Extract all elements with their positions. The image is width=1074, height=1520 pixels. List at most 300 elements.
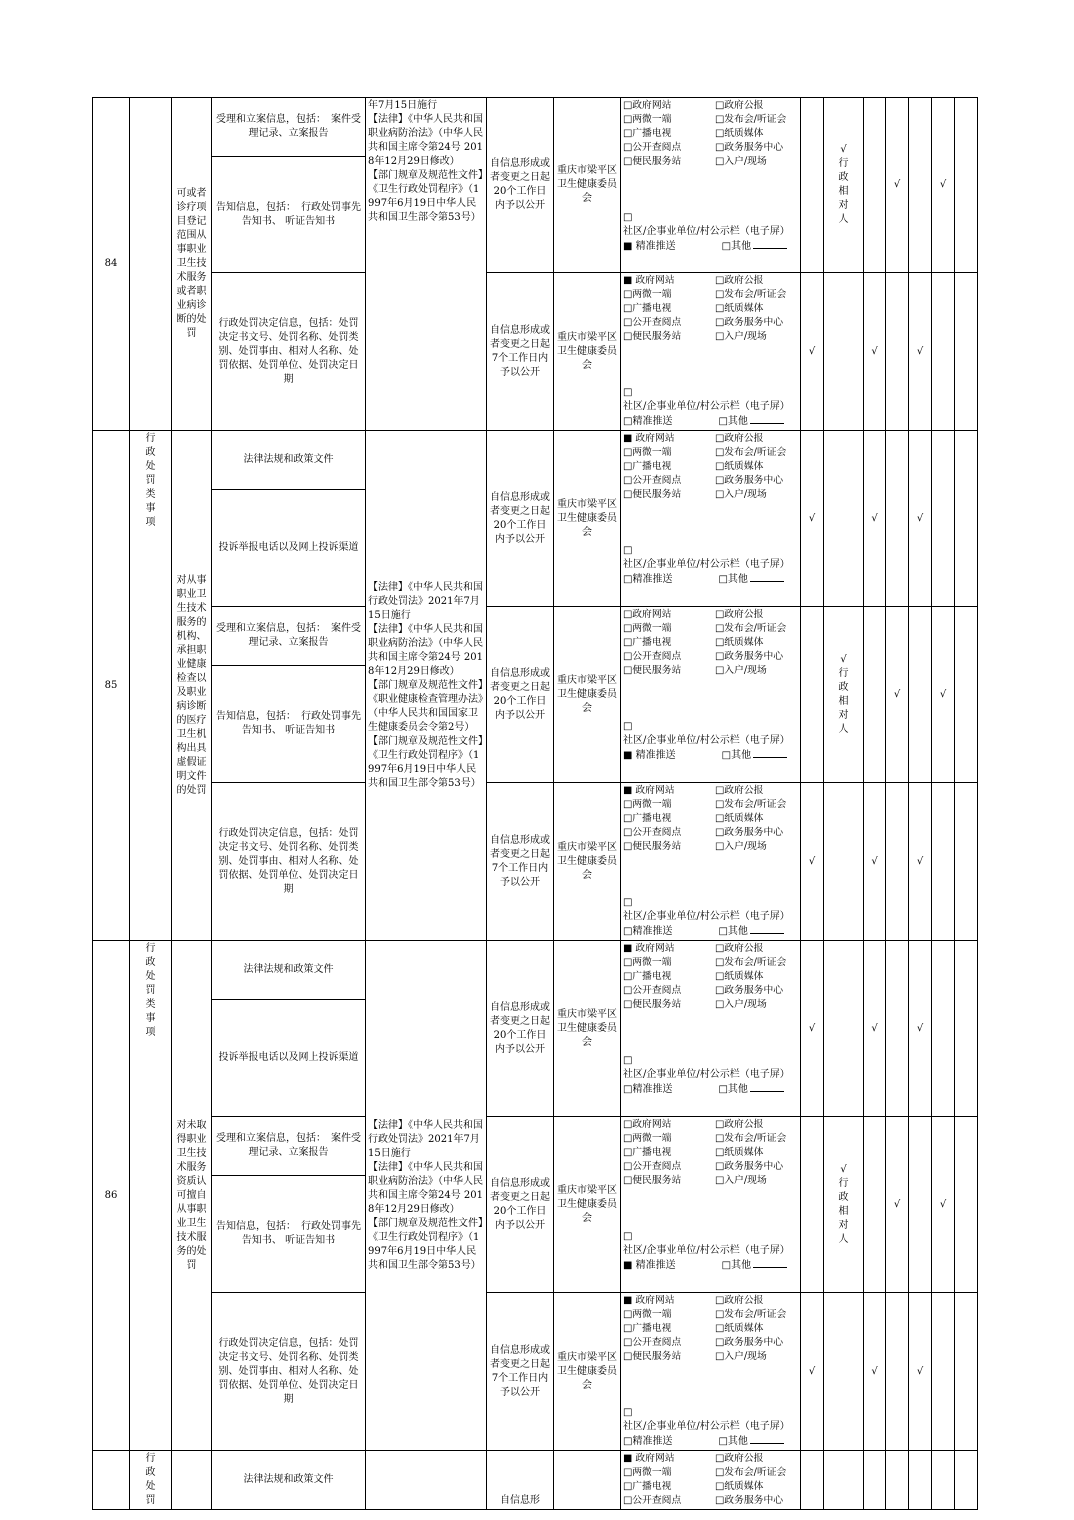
subject-vertical: 行 政 相 对 人 xyxy=(838,667,849,735)
checkbox-icon: □ xyxy=(715,971,725,982)
checkbox-icon: ■ xyxy=(623,1453,636,1464)
channel-gap xyxy=(623,854,798,896)
check-col-6 xyxy=(932,273,955,431)
channel-label: 公开查阅点 xyxy=(632,651,682,662)
channel-option xyxy=(623,1480,715,1494)
channel-option xyxy=(623,636,715,650)
item-number xyxy=(93,1451,130,1510)
checkbox-icon: □ xyxy=(715,475,725,486)
checkbox-icon: □ xyxy=(623,489,633,500)
checkbox-icon: □ xyxy=(623,957,633,968)
channel-label: 两微一端 xyxy=(632,957,672,968)
channel-option xyxy=(623,1118,715,1132)
checkbox-icon: □ xyxy=(623,623,633,634)
subject-unit: 重庆市梁平区卫生健康委员会 xyxy=(554,431,621,607)
checkbox-icon: ■ xyxy=(623,1295,636,1306)
check-mark-icon: √ xyxy=(939,688,947,700)
check-col-7 xyxy=(955,783,978,941)
channel-option xyxy=(715,650,801,664)
checkbox-icon: □ xyxy=(623,1309,633,1320)
channel-community xyxy=(623,211,798,239)
content-accept: 受理和立案信息，包括： 案件受理记录、立案报告 xyxy=(212,607,366,666)
channel-option xyxy=(715,784,801,798)
item-name: 可或者诊疗项目登记范围从事职业卫生技术服务或者职业病诊断的处罚 xyxy=(172,98,212,431)
channel-label: 入户/现场 xyxy=(724,331,767,342)
check-col-4 xyxy=(886,1117,909,1293)
time-limit: 自信息形成或者变更之日起7个工作日内予以公开 xyxy=(487,1293,554,1451)
checkbox-icon: □ xyxy=(715,785,725,796)
channel-label: 社区/企事业单位/村公示栏（电子屏） xyxy=(623,911,790,922)
check-mark-icon: √ xyxy=(916,855,924,867)
checkbox-icon: □ xyxy=(623,665,633,676)
checkbox-icon: ■ xyxy=(623,241,636,252)
checkbox-icon: □ xyxy=(715,985,725,996)
channel-label: 便民服务站 xyxy=(632,665,682,676)
channels-cell xyxy=(621,783,801,941)
channel-label: 精准推送 xyxy=(635,241,676,252)
channel-option xyxy=(715,432,801,446)
channel-label: 广播电视 xyxy=(632,461,672,472)
channel-label: 便民服务站 xyxy=(632,999,682,1010)
channel-label: 社区/企事业单位/村公示栏（电子屏） xyxy=(623,1069,790,1080)
item-name: 对未取得职业卫生技术服务资质认可擅自从事职业卫生技术服务的处罚 xyxy=(172,941,212,1451)
channel-option xyxy=(715,1466,801,1480)
channel-option xyxy=(715,1494,801,1508)
channel-label: 社区/企事业单位/村公示栏（电子屏） xyxy=(623,559,790,570)
check-mark-icon: √ xyxy=(840,144,847,155)
check-mark-icon: √ xyxy=(808,1022,816,1034)
channel-label: 纸质媒体 xyxy=(724,971,764,982)
channel-option xyxy=(623,1294,715,1308)
channel-option xyxy=(623,1308,715,1322)
check-col-5 xyxy=(909,273,932,431)
checkbox-icon: □ xyxy=(623,897,633,908)
channel-option xyxy=(715,1174,801,1188)
channel-label: 政府公报 xyxy=(724,433,764,444)
channel-label: 政务服务中心 xyxy=(724,827,784,838)
channel-precise xyxy=(623,572,798,587)
checkbox-icon: □ xyxy=(623,827,633,838)
content-accept: 受理和立案信息，包括： 案件受理记录、立案报告 xyxy=(212,98,366,157)
check-col-5 xyxy=(909,607,932,783)
checkbox-icon: □ xyxy=(721,1260,732,1271)
channel-label: 社区/企事业单位/村公示栏（电子屏） xyxy=(623,401,790,412)
checkbox-icon: □ xyxy=(623,331,633,342)
channel-label: 其他 xyxy=(731,1260,752,1271)
channel-option xyxy=(623,1350,715,1364)
check-col-2 xyxy=(824,941,864,1117)
channel-label: 公开查阅点 xyxy=(632,142,682,153)
check-col-6 xyxy=(932,98,955,273)
time-limit: 自信息形成或者变更之日起20个工作日内予以公开 xyxy=(487,941,554,1117)
channel-option xyxy=(715,622,801,636)
channel-label: 纸质媒体 xyxy=(724,461,764,472)
channel-label: 发布会/听证会 xyxy=(724,1133,787,1144)
checkbox-icon: □ xyxy=(623,926,633,937)
check-col-3 xyxy=(864,1117,886,1293)
checkbox-icon: □ xyxy=(715,1119,725,1130)
channel-option xyxy=(715,998,801,1012)
channel-option xyxy=(715,826,801,840)
subject-unit: 重庆市梁平区卫生健康委员会 xyxy=(554,607,621,783)
channel-option xyxy=(715,1160,801,1174)
channel-label: 政府网站 xyxy=(635,1295,675,1306)
channel-option xyxy=(623,1466,715,1480)
channel-label: 精准推送 xyxy=(632,926,673,937)
checkbox-icon: □ xyxy=(623,1119,633,1130)
checkbox-icon: □ xyxy=(715,461,725,472)
disclosure-table-page xyxy=(92,97,976,1506)
channel-option xyxy=(715,812,801,826)
checkbox-icon: □ xyxy=(623,212,633,223)
channel-option xyxy=(623,812,715,826)
check-mark-icon: √ xyxy=(916,1365,924,1377)
channel-option xyxy=(623,446,715,460)
checkbox-icon: □ xyxy=(715,289,725,300)
checkbox-icon: □ xyxy=(715,665,725,676)
check-col-5 xyxy=(909,98,932,273)
check-mark-icon: √ xyxy=(871,1022,878,1034)
checkbox-icon: □ xyxy=(623,574,633,585)
check-mark-icon: √ xyxy=(871,855,878,867)
checkbox-icon: □ xyxy=(623,461,633,472)
check-mark-icon: √ xyxy=(916,1022,924,1034)
checkbox-icon: □ xyxy=(623,609,633,620)
checkbox-icon: □ xyxy=(718,1084,728,1095)
channels-cell xyxy=(621,941,801,1117)
channel-grid xyxy=(623,274,798,344)
channel-option xyxy=(623,608,715,622)
channel-label: 纸质媒体 xyxy=(724,1481,764,1492)
content-laws: 法律法规和政策文件 xyxy=(212,1451,366,1510)
channel-label: 纸质媒体 xyxy=(724,1147,764,1158)
channel-option xyxy=(715,664,801,678)
channel-option xyxy=(623,1160,715,1174)
channel-precise xyxy=(623,239,798,254)
check-col-4 xyxy=(886,941,909,1117)
channel-label: 纸质媒体 xyxy=(724,813,764,824)
channel-community xyxy=(623,544,798,572)
subject-unit: 重庆市梁平区卫生健康委员会 xyxy=(554,941,621,1117)
checkbox-icon: □ xyxy=(623,142,633,153)
checkbox-icon: □ xyxy=(715,1323,725,1334)
channel-label: 发布会/听证会 xyxy=(724,114,787,125)
channel-option xyxy=(623,99,715,113)
channel-gap xyxy=(623,1188,798,1230)
checkbox-icon: □ xyxy=(715,957,725,968)
checkbox-icon: ■ xyxy=(623,1260,636,1271)
channel-label: 广播电视 xyxy=(632,303,672,314)
channel-label: 发布会/听证会 xyxy=(724,623,787,634)
check-col-3 xyxy=(864,783,886,941)
checkbox-icon: □ xyxy=(623,813,633,824)
check-mark-icon: √ xyxy=(808,855,816,867)
channel-gap xyxy=(623,1364,798,1406)
channel-label: 入户/现场 xyxy=(724,841,767,852)
channel-label: 政府网站 xyxy=(635,785,675,796)
item-number: 86 xyxy=(93,941,130,1451)
checkbox-icon: □ xyxy=(623,1323,633,1334)
channel-option xyxy=(715,608,801,622)
checkbox-icon: □ xyxy=(623,128,633,139)
table-row xyxy=(93,1117,978,1176)
check-col-1 xyxy=(801,941,824,1117)
channel-label: 政府公报 xyxy=(724,943,764,954)
channel-option xyxy=(715,316,801,330)
content-accept: 受理和立案信息，包括： 案件受理记录、立案报告 xyxy=(212,1117,366,1176)
channel-label: 两微一端 xyxy=(632,1467,672,1478)
checkbox-icon: □ xyxy=(623,971,633,982)
channel-option xyxy=(715,330,801,344)
underline xyxy=(753,239,787,249)
channel-option xyxy=(715,942,801,956)
channel-label: 政府公报 xyxy=(724,1295,764,1306)
check-col-2 xyxy=(824,1293,864,1451)
content-complaint: 投诉举报电话以及网上投诉渠道 xyxy=(212,490,366,607)
channel-label: 入户/现场 xyxy=(724,1175,767,1186)
time-limit: 自信息形成或者变更之日起7个工作日内予以公开 xyxy=(487,783,554,941)
check-col-4 xyxy=(886,1451,909,1510)
checkbox-icon: □ xyxy=(623,799,633,810)
category-cell xyxy=(130,98,172,431)
checkbox-icon: □ xyxy=(715,1467,725,1478)
channel-grid xyxy=(623,942,798,1012)
table-row xyxy=(93,1293,978,1451)
table-row xyxy=(93,431,978,490)
channel-label: 发布会/听证会 xyxy=(724,1309,787,1320)
check-mark-icon: √ xyxy=(840,653,847,665)
category-cell-text: 行 政 处 罚 类 事 项 xyxy=(145,433,156,528)
check-col-2 xyxy=(824,431,864,607)
channel-option xyxy=(715,99,801,113)
check-col-2 xyxy=(824,783,864,941)
checkbox-icon: □ xyxy=(623,1161,633,1172)
table-row xyxy=(93,98,978,157)
checkbox-icon: □ xyxy=(623,114,633,125)
channel-label: 广播电视 xyxy=(632,1481,672,1492)
check-mark-icon: √ xyxy=(939,1198,947,1210)
check-col-4 xyxy=(886,1293,909,1451)
channel-label: 便民服务站 xyxy=(632,489,682,500)
channel-option xyxy=(623,942,715,956)
checkbox-icon: □ xyxy=(623,721,633,732)
checkbox-icon: □ xyxy=(715,651,725,662)
channel-label: 公开查阅点 xyxy=(632,1161,682,1172)
channel-label: 精准推送 xyxy=(632,1436,673,1447)
channel-precise xyxy=(623,414,798,429)
channel-option xyxy=(623,1174,715,1188)
channel-option xyxy=(715,127,801,141)
channel-option xyxy=(623,1336,715,1350)
check-col-4 xyxy=(886,431,909,607)
channel-label: 两微一端 xyxy=(632,1309,672,1320)
channel-option xyxy=(715,1480,801,1494)
channel-precise xyxy=(623,924,798,939)
check-col-2 xyxy=(824,607,864,783)
check-col-3 xyxy=(864,607,886,783)
checkbox-icon: □ xyxy=(623,841,633,852)
channel-label: 公开查阅点 xyxy=(632,985,682,996)
underline xyxy=(750,572,784,582)
check-col-7 xyxy=(955,98,978,273)
content-notify: 告知信息，包括： 行政处罚事先告知书、 听证告知书 xyxy=(212,157,366,273)
channel-option xyxy=(623,488,715,502)
check-col-4 xyxy=(886,273,909,431)
channel-label: 纸质媒体 xyxy=(724,128,764,139)
channel-label: 政府公报 xyxy=(724,1453,764,1464)
channel-label: 政府网站 xyxy=(635,275,675,286)
underline xyxy=(750,1082,784,1092)
channel-label: 政府公报 xyxy=(724,785,764,796)
content-complaint: 投诉举报电话以及网上投诉渠道 xyxy=(212,1000,366,1117)
channel-option xyxy=(623,984,715,998)
channel-label: 社区/企事业单位/村公示栏（电子屏） xyxy=(623,735,790,746)
underline xyxy=(750,924,784,934)
channel-label: 两微一端 xyxy=(632,289,672,300)
channel-label: 广播电视 xyxy=(632,1323,672,1334)
check-col-7 xyxy=(955,431,978,607)
check-col-7 xyxy=(955,607,978,783)
channel-precise xyxy=(623,1082,798,1097)
channel-option xyxy=(623,127,715,141)
checkbox-icon: □ xyxy=(623,1133,633,1144)
category-cell-text: 行 政 处 罚 xyxy=(145,1453,156,1506)
channel-option xyxy=(715,1308,801,1322)
checkbox-icon: □ xyxy=(718,416,728,427)
checkbox-icon: □ xyxy=(715,1295,725,1306)
channel-option xyxy=(623,826,715,840)
basis-text: 年7月15日施行 【法律】《中华人民共和国职业病防治法》（中华人民共和国主席令第24号 2018年12月29日修改） 【部门规章及规范性文件】《卫生行政处罚程序》（1997年6月19日中华人民共和国卫生部令第53号） xyxy=(366,98,487,431)
channel-option xyxy=(623,956,715,970)
check-col-5 xyxy=(909,941,932,1117)
channels-cell xyxy=(621,1293,801,1451)
category-cell xyxy=(130,941,172,1451)
checkbox-icon: □ xyxy=(721,750,732,761)
check-mark-icon: √ xyxy=(808,345,816,357)
channel-label: 两微一端 xyxy=(632,1133,672,1144)
channel-label: 便民服务站 xyxy=(632,331,682,342)
channel-label: 广播电视 xyxy=(632,637,672,648)
channel-option xyxy=(715,288,801,302)
channel-grid xyxy=(623,1452,798,1508)
check-col-3 xyxy=(864,431,886,607)
channel-label: 广播电视 xyxy=(632,128,672,139)
check-col-2 xyxy=(824,273,864,431)
underline xyxy=(753,748,787,758)
channels-cell xyxy=(621,1117,801,1293)
channel-label: 精准推送 xyxy=(635,750,676,761)
channel-grid xyxy=(623,1294,798,1364)
channel-option xyxy=(623,998,715,1012)
checkbox-icon: □ xyxy=(623,1175,633,1186)
channel-option xyxy=(715,970,801,984)
checkbox-icon: □ xyxy=(715,1495,725,1506)
channel-gap xyxy=(623,1012,798,1054)
content-laws: 法律法规和政策文件 xyxy=(212,941,366,1000)
check-mark-icon: √ xyxy=(939,179,947,190)
channel-label: 两微一端 xyxy=(632,623,672,634)
checkbox-icon: □ xyxy=(623,1231,633,1242)
channel-grid xyxy=(623,1118,798,1188)
channel-label: 便民服务站 xyxy=(632,841,682,852)
checkbox-icon: □ xyxy=(623,317,633,328)
checkbox-icon: □ xyxy=(715,637,725,648)
checkbox-icon: □ xyxy=(623,100,633,111)
checkbox-icon: □ xyxy=(715,943,725,954)
checkbox-icon: □ xyxy=(715,142,725,153)
checkbox-icon: □ xyxy=(715,623,725,634)
subject-unit: 重庆市梁平区卫生健康委员会 xyxy=(554,273,621,431)
channel-label: 精准推送 xyxy=(632,416,673,427)
checkbox-icon: ■ xyxy=(623,785,636,796)
checkbox-icon: □ xyxy=(623,1084,633,1095)
channel-label: 两微一端 xyxy=(632,114,672,125)
table-row xyxy=(93,783,978,941)
check-col-7 xyxy=(955,273,978,431)
checkbox-icon: □ xyxy=(715,1351,725,1362)
checkbox-icon: ■ xyxy=(623,433,636,444)
check-col-6 xyxy=(932,431,955,607)
checkbox-icon: □ xyxy=(715,433,725,444)
channel-option xyxy=(715,1146,801,1160)
channels-cell xyxy=(621,273,801,431)
checkbox-icon: □ xyxy=(623,985,633,996)
subject-unit: 重庆市梁平区卫生健康委员会 xyxy=(554,98,621,273)
channel-precise xyxy=(623,748,798,763)
check-mark-icon: √ xyxy=(871,345,878,357)
channel-option xyxy=(623,1146,715,1160)
checkbox-icon: □ xyxy=(623,1351,633,1362)
check-col-5 xyxy=(909,1293,932,1451)
content-decision: 行政处罚决定信息，包括：处罚决定书文号、处罚名称、处罚类别、处罚事由、相对人名称、处罚依据、处罚单位、处罚决定日期 xyxy=(212,783,366,941)
channel-option xyxy=(623,274,715,288)
checkbox-icon: □ xyxy=(623,1436,633,1447)
channel-option xyxy=(715,1452,801,1466)
check-col-6 xyxy=(932,941,955,1117)
channel-community xyxy=(623,1230,798,1258)
content-notify: 告知信息，包括： 行政处罚事先告知书、 听证告知书 xyxy=(212,1176,366,1293)
check-col-2 xyxy=(824,1117,864,1293)
channel-label: 其他 xyxy=(727,574,748,585)
checkbox-icon: ■ xyxy=(623,275,636,286)
channel-label: 政务服务中心 xyxy=(724,1161,784,1172)
check-col-6 xyxy=(932,1293,955,1451)
checkbox-icon: □ xyxy=(715,999,725,1010)
channel-grid xyxy=(623,99,798,169)
check-col-1 xyxy=(801,273,824,431)
channel-option xyxy=(715,1294,801,1308)
checkbox-icon: ■ xyxy=(623,750,636,761)
checkbox-icon: □ xyxy=(715,489,725,500)
channel-option xyxy=(715,1350,801,1364)
time-limit: 自信息形成或者变更之日起20个工作日内予以公开 xyxy=(487,1117,554,1293)
channel-option xyxy=(623,622,715,636)
channel-label: 政府公报 xyxy=(724,1119,764,1130)
time-limit: 自信息形成或者变更之日起7个工作日内予以公开 xyxy=(487,273,554,431)
channel-label: 其他 xyxy=(727,416,748,427)
channel-option xyxy=(623,798,715,812)
channel-label: 其他 xyxy=(727,1436,748,1447)
channel-label: 政务服务中心 xyxy=(724,1495,784,1506)
basis-text: 【法律】《中华人民共和国行政处罚法》2021年7月15日施行 【法律】《中华人民共和国职业病防治法》（中华人民共和国主席令第24号 2018年12月29日修改） 【部门规章及规范性文件】《卫生行政处罚程序》（1997年6月19日中华人民共和国卫生部令第53号） xyxy=(366,941,487,1451)
checkbox-icon: □ xyxy=(623,1467,633,1478)
channel-label: 公开查阅点 xyxy=(632,1337,682,1348)
table-row xyxy=(93,273,978,431)
channel-label: 政府网站 xyxy=(635,1453,675,1464)
table-row xyxy=(93,941,978,1000)
channel-grid xyxy=(623,432,798,502)
channel-option xyxy=(715,302,801,316)
